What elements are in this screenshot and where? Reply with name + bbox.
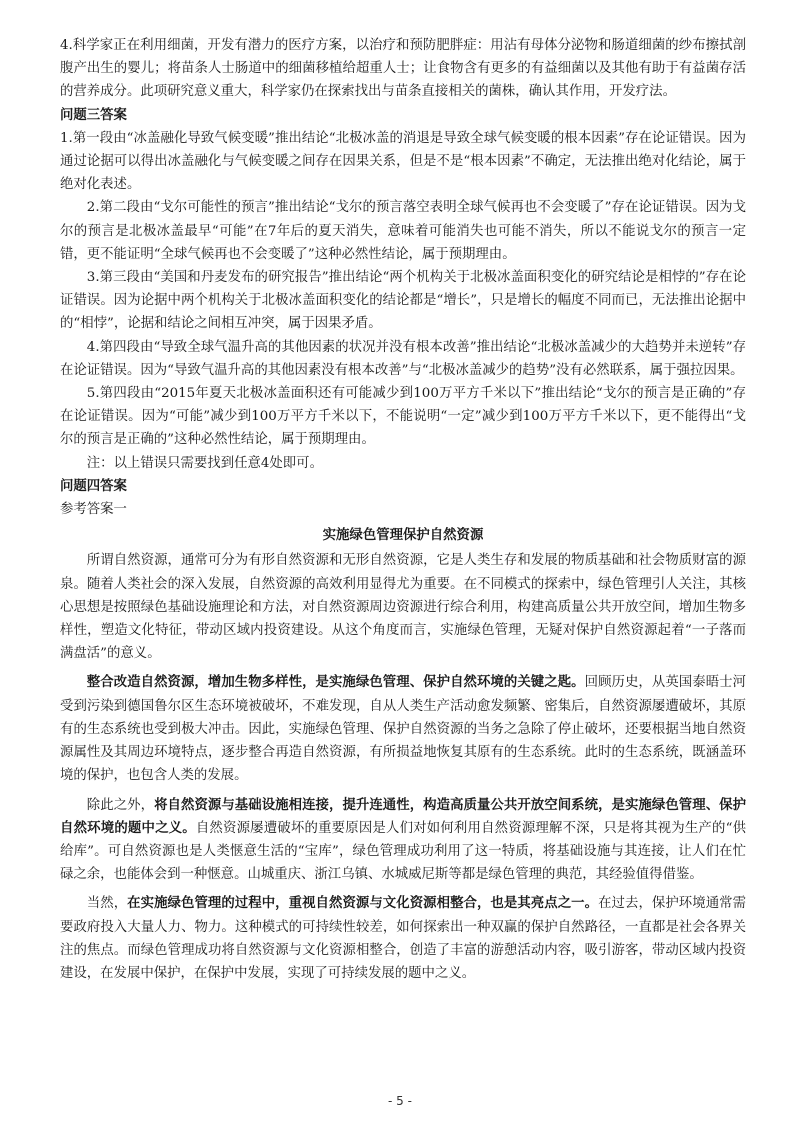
essay-paragraph-4-body: 在过去，保护环境通常需要政府投入大量人力、物力。这种模式的可持续性较差，如何探索出一种双赢的保护自然路径，一直都是社会各界关注的焦点。而绿色管理成功将自然资源与文化资源相整合，创造了丰富的游憩活动内容，吸引游客，带动区域内投资建设，在发展中保护，在保护中发展，实现了可持续发展的题中之义。 [60,896,747,981]
essay-paragraph-3-lead: 除此之外， [86,797,155,813]
document-body [60,34,746,985]
q3-heading: 问题三答案 [60,107,127,123]
essay-paragraph-4 [60,892,746,985]
q3-item-4: 4.第四段由“导致全球气温升高的其他因素的状况并没有根本改善”推出结论“北极冰盖减少的大趋势并未逆转”存在论证错误。因为“导致气温升高的其他因素没有根本改善”与“北极冰盖减少的趋势”没有必然联系，属于强拉因果。 [60,339,746,378]
q3-note: 注：以上错误只需要找到任意4处即可。 [86,455,323,471]
q4-ref-label: 参考答案一 [60,502,127,518]
q3-item-3: 3.第三段由“美国和丹麦发布的研究报告”推出结论“两个机构关于北极冰盖面积变化的研究结论是相悖的”存在论证错误。因为论据中两个机构关于北极冰盖面积变化的结论都是“增长”，只是增长的幅度不同而已，无法推出论据中的“相悖”，论据和结论之间相互冲突，属于因果矛盾。 [60,270,746,332]
page-number: - 5 - [388,1094,412,1108]
item-4-paragraph: 4.科学家正在利用细菌，开发有潜力的医疗方案，以治疗和预防肥胖症：用沾有母体分泌物和肠道细菌的纱布擦拭剖腹产出生的婴儿；将苗条人士肠道中的细菌移植给超重人士；让食物含有更多的有益细菌以及其他有助于有益菌存活的营养成分。此项研究意义重大，科学家仍在探索找出与苗条直接相关的菌株，确认其作用，开发疗法。 [60,38,746,100]
essay-paragraph-2 [60,671,746,787]
essay-paragraph-4-lead: 当然， [86,896,128,912]
essay-paragraph-2-thesis: 整合改造自然资源，增加生物多样性，是实施绿色管理、保护自然环境的关键之匙。 [86,674,585,691]
essay-title: 实施绿色管理保护自然资源 [322,528,484,544]
q3-item-1: 1.第一段由“冰盖融化导致气候变暖”推出结论“北极冰盖的消退是导致全球气候变暖的根本因素”存在论证错误。因为通过论据可以得出冰盖融化与气候变暖之间存在因果关系，但是不是“根本因素”不确定，无法推出绝对化结论，属于绝对化表述。 [60,130,746,193]
essay-paragraph-3-thesis: 将自然资源与基础设施相连接，提升连通性，构造高质量公共开放空间系统，是实施绿色管理、保护自然环境的题中之义。 [60,796,747,836]
essay-paragraph-3-body: 自然资源屡遭破坏的重要原因是人们对如何利用自然资源理解不深，只是将其视为生产的“供给库”。可自然资源也是人类惬意生活的“宝库”，绿色管理成功利用了这一特质，将基础设施与其连接，让人们在忙碌之余，也能体会到一种惬意。山城重庆、浙江乌镇、水城威尼斯等都是绿色管理的典范，其经验值得借鉴。 [60,820,747,883]
essay-paragraph-2-body: 回顾历史，从英国泰晤士河受到污染到德国鲁尔区生态环境被破坏，不难发现，自从人类生产活动愈发频繁、密集后，自然资源屡遭破坏，其原有的生态系统也受到极大冲击。因此，实施绿色管理、保护自然资源的当务之急除了停止破坏，还要根据当地自然资源属性及其周边环境特点，逐步整合再造自然资源，有所损益地恢复其原有的生态系统。此时的生态系统，既涵盖环境的保护，也包含人类的发展。 [60,675,746,784]
essay-paragraph-3 [60,794,746,887]
essay-paragraph-1: 所谓自然资源，通常可分为有形自然资源和无形自然资源，它是人类生存和发展的物质基础和社会物质财富的源泉。随着人类社会的深入发展，自然资源的高效利用显得尤为重要。在不同模式的探索中，绿色管理引人关注，其核心思想是按照绿色基础设施理论和方法，对自然资源周边资源进行综合利用，构建高质量公共开放空间，增加生物多样性，塑造文化特征，带动区域内投资建设。从这个角度而言，实施绿色管理，无疑对保护自然资源起着“一子落而满盘活”的意义。 [60,553,746,662]
essay-paragraph-4-thesis: 在实施绿色管理的过程中，重视自然资源与文化资源相整合，也是其亮点之一。 [127,895,599,912]
q4-heading: 问题四答案 [60,478,127,494]
q3-item-5: 5.第四段由“2015年夏天北极冰盖面积还有可能减少到100万平方千米以下”推出结论“戈尔的预言是正确的”存在论证错误。因为“可能”减少到100万平方千米以下，不能说明“一定”减少到100万平方千米以下，更不能得出“戈尔的预言是正确的”这种必然性结论，属于预期理由。 [60,386,746,448]
q3-item-2: 2.第二段由“戈尔可能性的预言”推出结论“戈尔的预言落空表明全球气候再也不会变暖了”存在论证错误。因为戈尔的预言是北极冰盖最早“可能”在7年后的夏天消失，意味着可能消失也可能不消失，所以不能说戈尔的预言一定错，更不能证明“全球气候再也不会变暖了”这种必然性结论，属于预期理由。 [60,200,746,262]
